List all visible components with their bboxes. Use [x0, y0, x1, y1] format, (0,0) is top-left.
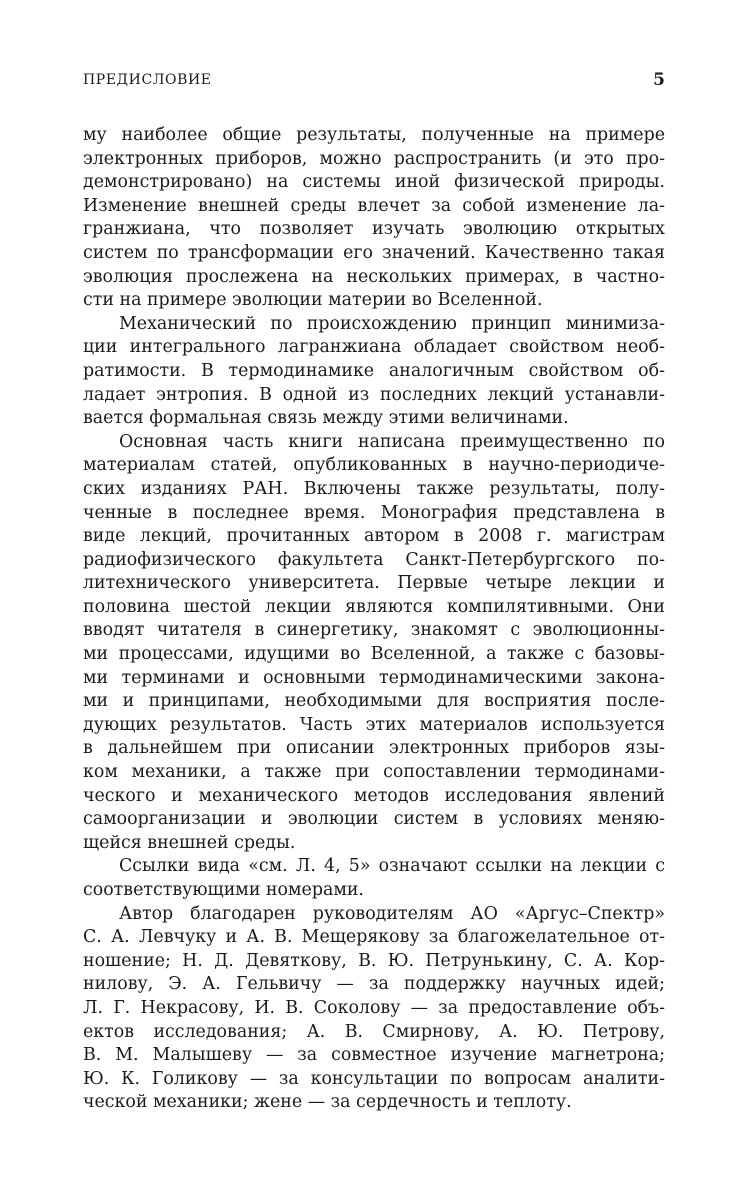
text-line: дующих результатов. Часть этих материалов используется — [83, 714, 665, 735]
text-line: Ю. К. Голикову — за консультации по вопросам аналити- — [83, 1068, 665, 1089]
text-line: ческой механики; жене — за сердечность и теплоту. — [83, 1092, 572, 1113]
text-line: виде лекций, прочитанных автором в 2008 г. магистрам — [83, 526, 665, 547]
text-line: Механический по происхождению принцип минимиза- — [119, 313, 665, 334]
text-line: Изменение внешней среды влечет за собой изменение ла- — [83, 195, 665, 216]
text-line: вводят читателя в синергетику, знакомят с эволюционны- — [83, 620, 665, 641]
text-line: нилову, Э. А. Гельвичу — за поддержку научных идей; — [83, 974, 665, 995]
paragraph — [83, 313, 665, 431]
text-line: му наиболее общие результаты, полученные на примере — [83, 125, 665, 145]
paragraph — [83, 903, 665, 1115]
text-line: соответствующими номерами. — [83, 880, 364, 900]
text-line: ми и принципами, необходимыми для восприятия после- — [83, 691, 665, 712]
paragraph — [83, 431, 665, 856]
text-line: ми терминами и основными термодинамическими закона- — [83, 667, 665, 688]
text-line: ком механики, а также при сопоставлении термодинами- — [83, 762, 665, 783]
text-line: ских изданиях РАН. Включены также результаты, полу- — [83, 478, 665, 499]
text-line: щейся внешней среды. — [83, 832, 296, 853]
text-line: Основная часть книги написана преимущественно по — [119, 431, 665, 452]
text-line: эволюция прослежена на нескольких примерах, в частно- — [83, 266, 665, 287]
text-line: ектов исследования; А. В. Смирнову, А. Ю. Петрову, — [83, 1021, 665, 1042]
text-line: ми процессами, идущими во Вселенной, а также с базовы- — [83, 644, 665, 665]
paragraph — [83, 855, 665, 902]
text-line: С. А. Левчуку и А. В. Мещерякову за благожелательное от- — [83, 927, 665, 948]
text-line: электронных приборов, можно распространить (и это про- — [83, 148, 665, 169]
text-line: демонстрировано) на системы иной физической природы. — [83, 172, 665, 193]
text-line: сти на примере эволюции материи во Вселенной. — [83, 290, 543, 311]
body-text — [83, 124, 665, 1115]
text-line: ческого и механического методов исследования явлений — [83, 785, 665, 806]
text-line: В. М. Малышеву — за совместное изучение магнетрона; — [83, 1045, 665, 1066]
text-line: Л. Г. Некрасову, И. В. Соколову — за предоставление объ- — [83, 997, 665, 1018]
text-line: литехнического университета. Первые четыре лекции и — [83, 573, 665, 594]
paragraph — [83, 124, 665, 313]
text-line: вается формальная связь между этими величинами. — [83, 408, 569, 429]
section-title: ПРЕДИСЛОВИЕ — [83, 72, 212, 88]
text-line: гранжиана, что позволяет изучать эволюцию открытых — [83, 219, 665, 240]
text-line: ношение; Н. Д. Девяткову, В. Ю. Петрунькину, С. А. Кор- — [83, 950, 665, 971]
text-line: ченные в последнее время. Монография представлена в — [83, 502, 665, 523]
text-line: ции интегрального лагранжиана обладает свойством необ- — [83, 337, 665, 358]
text-line: Ссылки вида «см. Л. 4, 5» означают ссылки на лекции с — [119, 856, 665, 877]
text-line: половина шестой лекции являются компилятивными. Они — [83, 596, 665, 617]
text-line: Автор благодарен руководителям АО «Аргус–Спектр» — [119, 903, 665, 924]
text-line: материалам статей, опубликованных в научно-периодиче- — [83, 455, 665, 476]
running-header — [83, 72, 665, 96]
text-line: самоорганизации и эволюции систем в условиях меняю- — [83, 809, 665, 830]
text-line: ладает энтропия. В одной из последних лекций устанавли- — [83, 384, 665, 405]
page-number: 5 — [653, 70, 665, 90]
text-line: в дальнейшем при описании электронных приборов язы- — [83, 738, 665, 759]
text-line: ратимости. В термодинамике аналогичным свойством об- — [83, 360, 665, 381]
text-line: радиофизического факультета Санкт-Петербургского по- — [83, 549, 665, 570]
text-line: систем по трансформации его значений. Качественно такая — [83, 242, 665, 263]
